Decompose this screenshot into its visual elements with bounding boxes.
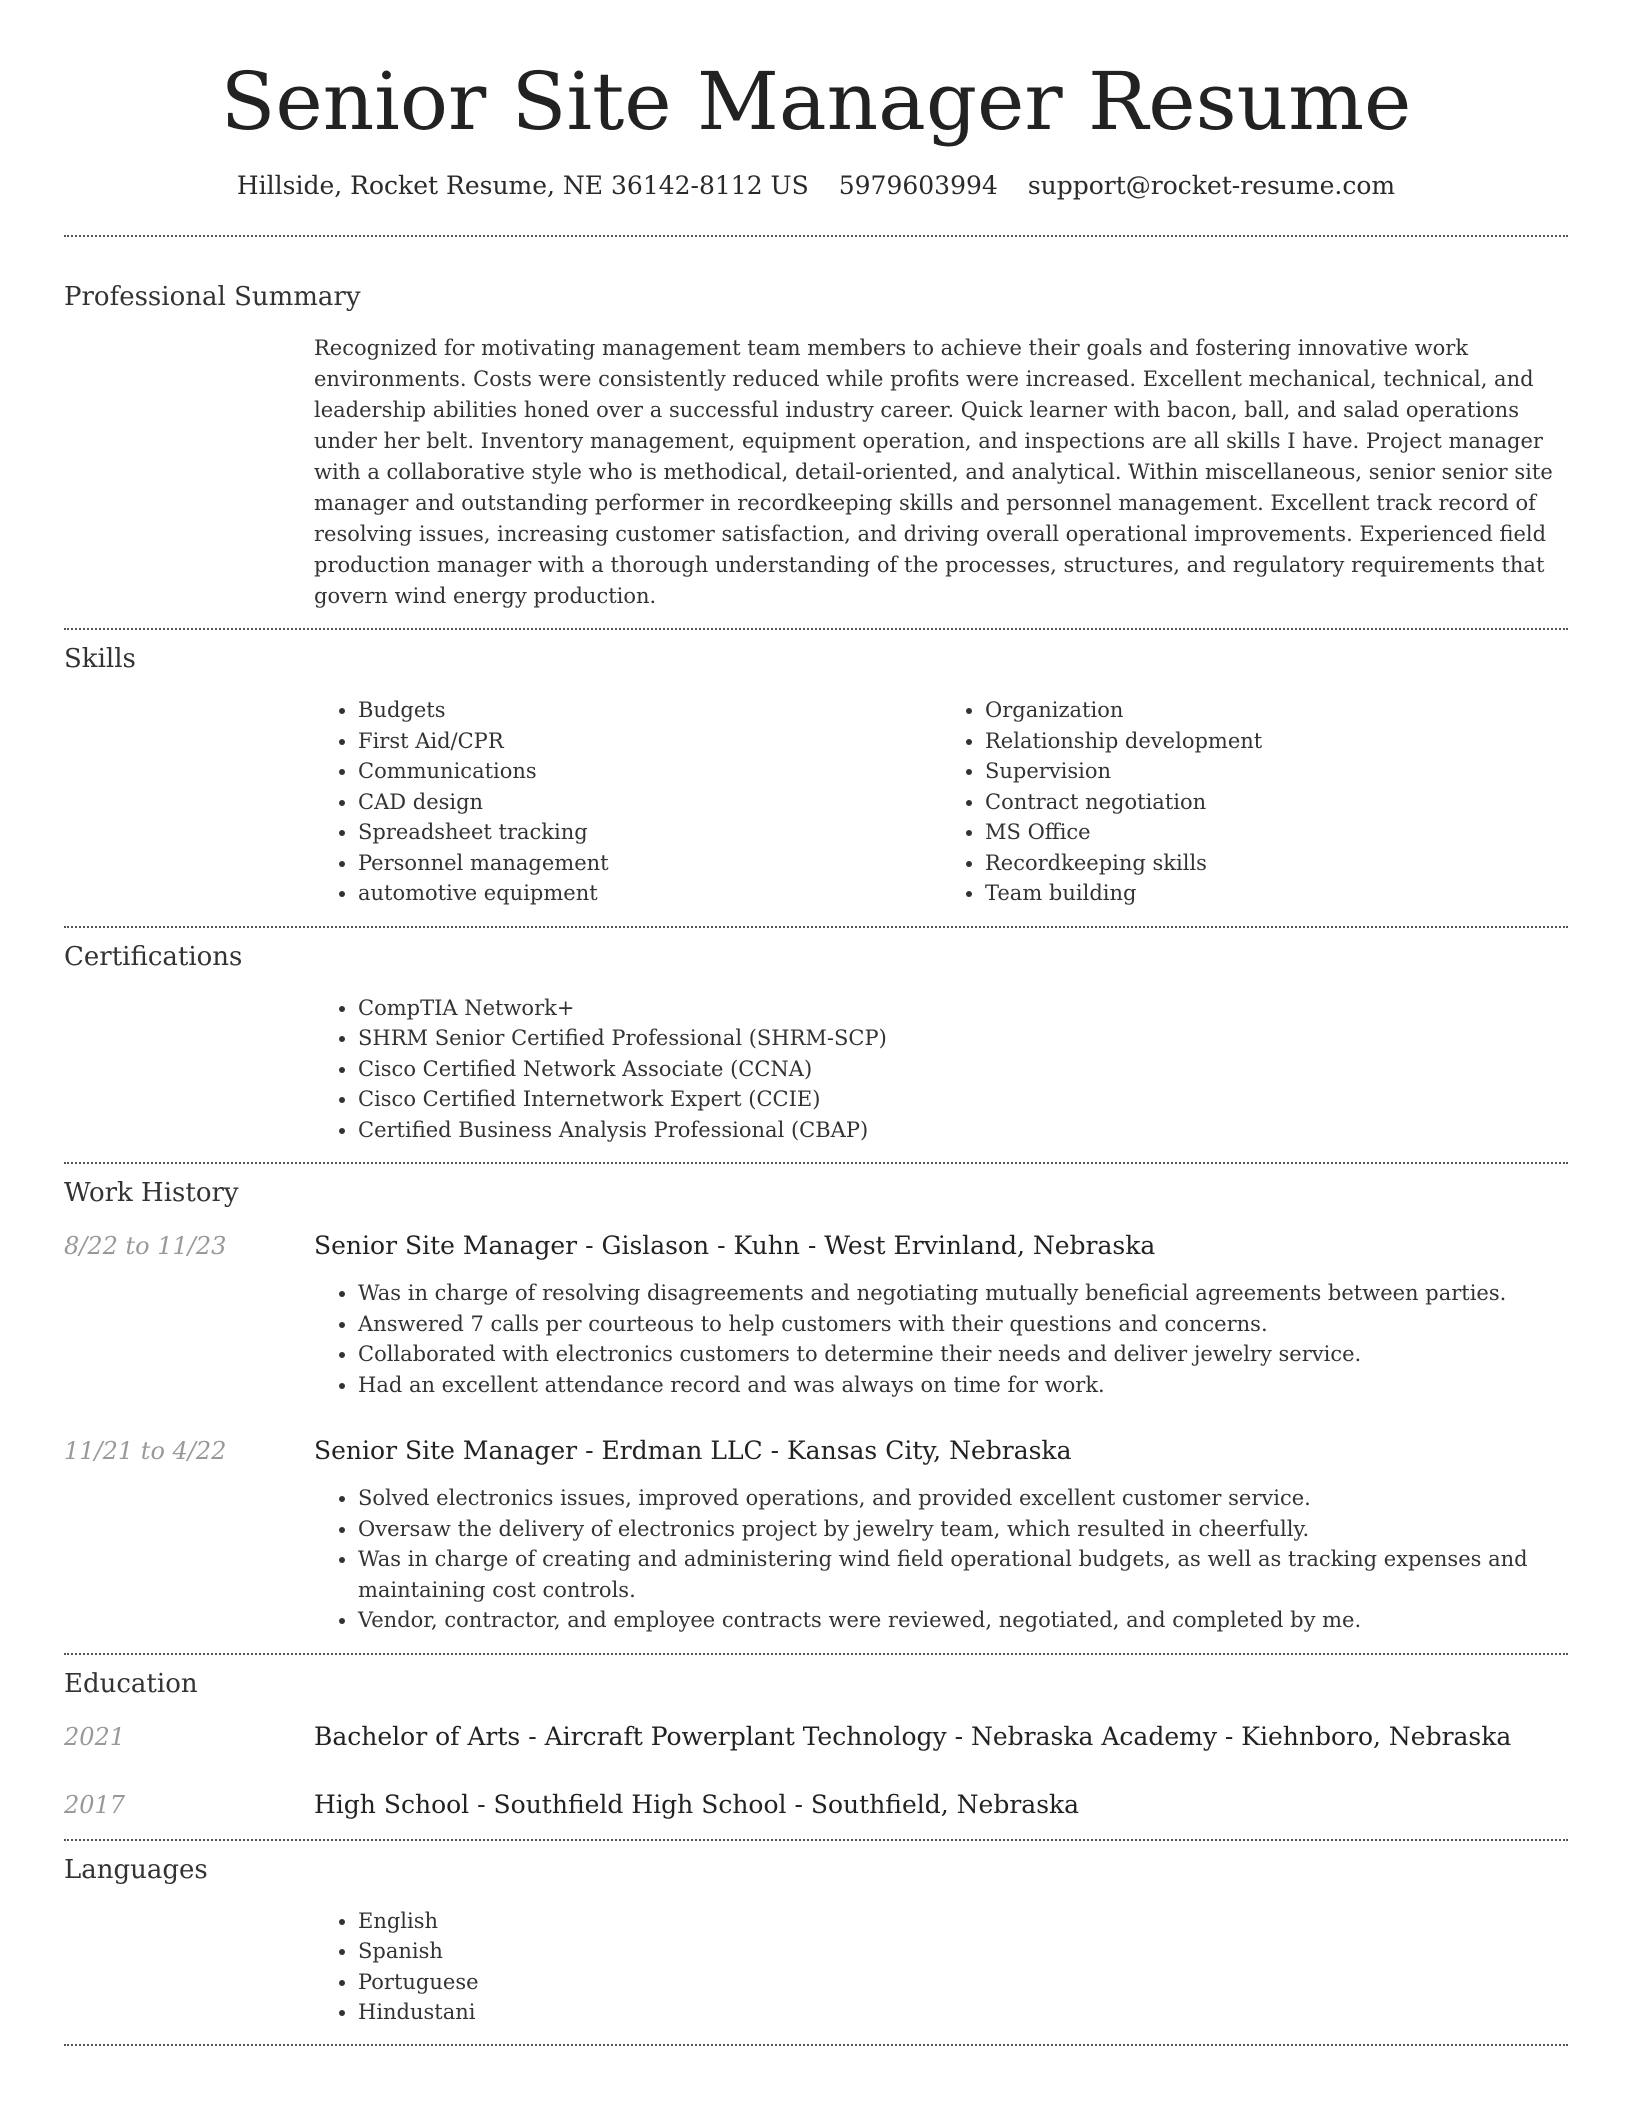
certification-item: • Cisco Certified Internetwork Expert (CCIE) bbox=[358, 1084, 1568, 1115]
skill-item: • Communications bbox=[358, 756, 941, 787]
language-item: • Hindustani bbox=[358, 1997, 1568, 2028]
contact-line bbox=[64, 170, 1568, 202]
job-title: Senior Site Manager - Gislason - Kuhn - West Ervinland, Nebraska bbox=[314, 1231, 1156, 1260]
skills-column-left bbox=[314, 695, 941, 909]
education-title: Bachelor of Arts - Aircraft Powerplant Technology - Nebraska Academy - Kiehnboro, Nebraska bbox=[314, 1721, 1512, 1751]
skill-item: • Spreadsheet tracking bbox=[358, 817, 941, 848]
job-entry bbox=[64, 1435, 1568, 1467]
skill-item: • Organization bbox=[985, 695, 1568, 726]
job-dates: 11/21 to 4/22 bbox=[64, 1437, 227, 1465]
job-bullet: • Vendor, contractor, and employee contracts were reviewed, negotiated, and completed by me. bbox=[358, 1605, 1568, 1636]
divider bbox=[64, 1839, 1568, 1841]
job-bullet: • Had an excellent attendance record and was always on time for work. bbox=[358, 1370, 1568, 1401]
job-bullet: • Oversaw the delivery of electronics project by jewelry team, which resulted in cheerfully. bbox=[358, 1514, 1568, 1545]
skill-item: • Personnel management bbox=[358, 848, 941, 879]
skill-item: • First Aid/CPR bbox=[358, 726, 941, 757]
skill-item: • Contract negotiation bbox=[985, 787, 1568, 818]
language-item: • Spanish bbox=[358, 1936, 1568, 1967]
job-dates: 8/22 to 11/23 bbox=[64, 1232, 227, 1260]
skills-heading: Skills bbox=[64, 644, 136, 674]
divider bbox=[64, 926, 1568, 928]
education-title: High School - Southfield High School - Southfield, Nebraska bbox=[314, 1789, 1080, 1819]
education-entry bbox=[64, 1789, 1568, 1821]
divider bbox=[64, 1162, 1568, 1164]
divider bbox=[64, 628, 1568, 630]
skill-item: • Recordkeeping skills bbox=[985, 848, 1568, 879]
skill-item: • Team building bbox=[985, 878, 1568, 909]
certifications-heading: Certifications bbox=[64, 941, 243, 972]
education-heading: Education bbox=[64, 1668, 198, 1699]
summary-text: Recognized for motivating management team members to achieve their goals and fostering innovative work environments. Costs were consistently reduced while profits were increased. Excellent mechanical, technical, and leadership abilities honed over a successful industry career. Quick learner with bacon, ball, and salad operations under her belt. Inventory management, equipment operation, and inspections are all skills I have. Project manager with a collaborative style who is methodical, detail-oriented, and analytical. Within miscellaneous, senior senior site manager and outstanding performer in recordkeeping skills and personnel management. Excellent track record of resolving issues, increasing customer satisfaction, and driving overall operational improvements. Experienced field production manager with a thorough understanding of the processes, structures, and regulatory requirements that govern wind energy production. bbox=[314, 336, 1553, 608]
divider bbox=[64, 235, 1568, 237]
contact-address: Hillside, Rocket Resume, NE 36142-8112 US bbox=[236, 171, 809, 200]
divider bbox=[64, 1653, 1568, 1655]
job-title: Senior Site Manager - Erdman LLC - Kansas City, Nebraska bbox=[314, 1436, 1072, 1465]
skills-list bbox=[314, 695, 1568, 909]
skills-column-right bbox=[941, 695, 1568, 909]
job-bullet: • Collaborated with electronics customers to determine their needs and deliver jewelry service. bbox=[358, 1339, 1568, 1370]
skill-item: • Budgets bbox=[358, 695, 941, 726]
certifications-list bbox=[314, 993, 1568, 1146]
certification-item: • Cisco Certified Network Associate (CCNA) bbox=[358, 1054, 1568, 1085]
job-bullets bbox=[314, 1278, 1568, 1400]
resume-title: Senior Site Manager Resume bbox=[220, 55, 1412, 148]
languages-list bbox=[314, 1906, 1568, 2028]
resume-page bbox=[64, 0, 1568, 2046]
summary-heading: Professional Summary bbox=[64, 282, 361, 312]
education-year: 2021 bbox=[64, 1722, 126, 1751]
languages-heading: Languages bbox=[64, 1854, 208, 1885]
contact-email[interactable]: support@rocket-resume.com bbox=[1027, 171, 1396, 200]
job-bullet: • Answered 7 calls per courteous to help customers with their questions and concerns. bbox=[358, 1309, 1568, 1340]
job-entry bbox=[64, 1230, 1568, 1262]
certification-item: • CompTIA Network+ bbox=[358, 993, 1568, 1024]
job-bullets bbox=[314, 1483, 1568, 1636]
job-bullet: • Solved electronics issues, improved operations, and provided excellent customer service. bbox=[358, 1483, 1568, 1514]
divider bbox=[64, 2044, 1568, 2046]
work-history-heading: Work History bbox=[64, 1178, 239, 1208]
certification-item: • Certified Business Analysis Professional (CBAP) bbox=[358, 1115, 1568, 1146]
skill-item: • CAD design bbox=[358, 787, 941, 818]
certification-item: • SHRM Senior Certified Professional (SHRM-SCP) bbox=[358, 1023, 1568, 1054]
skill-item: • automotive equipment bbox=[358, 878, 941, 909]
language-item: • Portuguese bbox=[358, 1967, 1568, 1998]
job-bullet: • Was in charge of resolving disagreements and negotiating mutually beneficial agreements between parties. bbox=[358, 1278, 1568, 1309]
skill-item: • Supervision bbox=[985, 756, 1568, 787]
contact-phone: 5979603994 bbox=[838, 171, 998, 200]
skill-item: • Relationship development bbox=[985, 726, 1568, 757]
language-item: • English bbox=[358, 1906, 1568, 1937]
education-entry bbox=[64, 1721, 1568, 1753]
skill-item: • MS Office bbox=[985, 817, 1568, 848]
job-bullet: • Was in charge of creating and administering wind field operational budgets, as well as tracking expenses and maintaining cost controls. bbox=[358, 1544, 1568, 1605]
education-year: 2017 bbox=[64, 1790, 126, 1819]
